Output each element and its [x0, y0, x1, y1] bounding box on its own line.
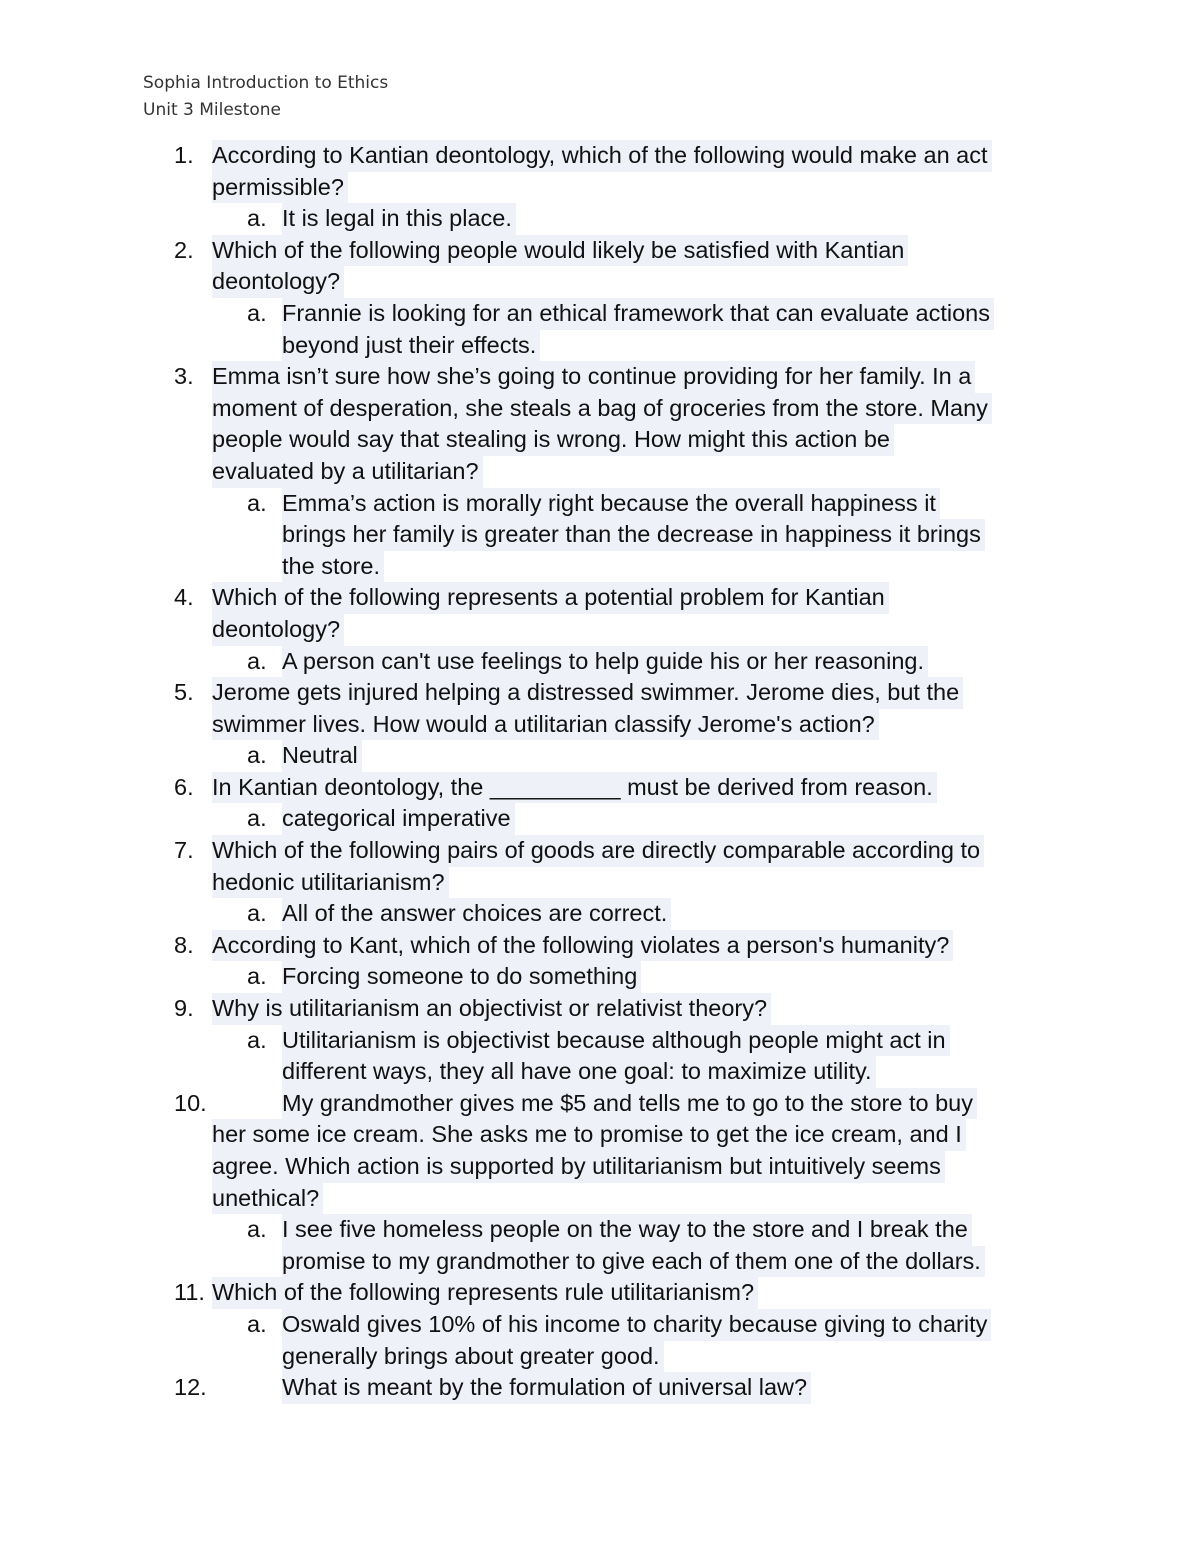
answer-row [0, 1056, 1200, 1088]
answer-letter: a. [247, 805, 267, 832]
question-list [0, 140, 1200, 1404]
question-number: 8. [174, 931, 194, 958]
question-text: Jerome gets injured helping a distressed swimmer. Jerome dies, but the [212, 677, 963, 709]
answer-row [0, 898, 1200, 930]
question-row [0, 930, 1200, 962]
question-row [0, 266, 1200, 298]
answer-text: Emma’s action is morally right because the overall happiness it [282, 488, 940, 520]
answer-row [0, 330, 1200, 362]
question-row [0, 709, 1200, 741]
question-row [0, 1183, 1200, 1215]
question-text: swimmer lives. How would a utilitarian classify Jerome's action? [212, 709, 879, 741]
answer-letter: a. [247, 1310, 267, 1337]
question-text: Why is utilitarianism an objectivist or relativist theory? [212, 993, 771, 1025]
answer-text: Neutral [282, 740, 362, 772]
course-title: Sophia Introduction to Ethics [143, 73, 389, 93]
answer-letter: a. [247, 205, 267, 232]
answer-text: promise to my grandmother to give each of them one of the dollars. [282, 1246, 985, 1278]
question-text: According to Kant, which of the following violates a person's humanity? [212, 930, 953, 962]
answer-text: categorical imperative [282, 803, 515, 835]
answer-row [0, 203, 1200, 235]
answer-row [0, 1341, 1200, 1373]
answer-row [0, 1025, 1200, 1057]
question-row [0, 1088, 1200, 1120]
question-row [0, 835, 1200, 867]
question-row [0, 582, 1200, 614]
question-row [0, 772, 1200, 804]
question-row [0, 1119, 1200, 1151]
question-text: deontology? [212, 614, 344, 646]
answer-row [0, 646, 1200, 678]
answer-letter: a. [247, 963, 267, 990]
question-text: moment of desperation, she steals a bag of groceries from the store. Many [212, 393, 992, 425]
question-row [0, 140, 1200, 172]
answer-row [0, 1246, 1200, 1278]
answer-text: A person can't use feelings to help guide his or her reasoning. [282, 646, 928, 678]
question-text: Which of the following pairs of goods are directly comparable according to [212, 835, 984, 867]
answer-text: generally brings about greater good. [282, 1341, 664, 1373]
question-text: her some ice cream. She asks me to promise to get the ice cream, and I [212, 1119, 966, 1151]
question-text: people would say that stealing is wrong. How might this action be [212, 424, 894, 456]
question-text: evaluated by a utilitarian? [212, 456, 483, 488]
question-number: 2. [174, 236, 194, 263]
question-row [0, 614, 1200, 646]
answer-text: Frannie is looking for an ethical framework that can evaluate actions [282, 298, 994, 330]
question-text: According to Kantian deontology, which of the following would make an act [212, 140, 992, 172]
answer-row [0, 961, 1200, 993]
question-row [0, 172, 1200, 204]
question-text: Which of the following represents rule utilitarianism? [212, 1277, 758, 1309]
question-number: 9. [174, 995, 194, 1022]
question-row [0, 424, 1200, 456]
question-text: My grandmother gives me $5 and tells me to go to the store to buy [282, 1088, 977, 1120]
question-text: agree. Which action is supported by utilitarianism but intuitively seems [212, 1151, 945, 1183]
answer-text: different ways, they all have one goal: to maximize utility. [282, 1056, 876, 1088]
question-number: 3. [174, 363, 194, 390]
question-number: 12. [174, 1374, 207, 1401]
answer-text: brings her family is greater than the decrease in happiness it brings [282, 519, 985, 551]
answer-row [0, 298, 1200, 330]
question-row [0, 1151, 1200, 1183]
question-text: deontology? [212, 266, 344, 298]
question-number: 7. [174, 837, 194, 864]
question-row [0, 677, 1200, 709]
answer-row [0, 803, 1200, 835]
answer-letter: a. [247, 1216, 267, 1243]
answer-row [0, 1214, 1200, 1246]
question-text: Emma isn’t sure how she’s going to continue providing for her family. In a [212, 361, 975, 393]
answer-text: Utilitarianism is objectivist because although people might act in [282, 1025, 950, 1057]
question-text: Which of the following represents a potential problem for Kantian [212, 582, 889, 614]
answer-letter: a. [247, 647, 267, 674]
answer-letter: a. [247, 900, 267, 927]
answer-letter: a. [247, 742, 267, 769]
question-text: Which of the following people would likely be satisfied with Kantian [212, 235, 908, 267]
question-text: In Kantian deontology, the __________ must be derived from reason. [212, 772, 937, 804]
answer-letter: a. [247, 1026, 267, 1053]
question-number: 10. [174, 1089, 207, 1116]
answer-text: the store. [282, 551, 384, 583]
question-row [0, 361, 1200, 393]
question-row [0, 1372, 1200, 1404]
question-number: 11. [174, 1279, 205, 1306]
question-row [0, 867, 1200, 899]
answer-text: Oswald gives 10% of his income to charity because giving to charity [282, 1309, 991, 1341]
answer-text: beyond just their effects. [282, 330, 540, 362]
question-number: 4. [174, 584, 194, 611]
question-text: hedonic utilitarianism? [212, 867, 449, 899]
answer-text: Forcing someone to do something [282, 961, 641, 993]
question-row [0, 235, 1200, 267]
unit-title: Unit 3 Milestone [143, 100, 281, 120]
answer-row [0, 1309, 1200, 1341]
answer-text: It is legal in this place. [282, 203, 516, 235]
question-text: permissible? [212, 172, 348, 204]
answer-row [0, 740, 1200, 772]
question-row [0, 393, 1200, 425]
question-number: 6. [174, 773, 194, 800]
question-text: unethical? [212, 1183, 323, 1215]
question-row [0, 993, 1200, 1025]
question-number: 5. [174, 679, 194, 706]
answer-row [0, 551, 1200, 583]
question-row [0, 1277, 1200, 1309]
answer-text: I see five homeless people on the way to the store and I break the [282, 1214, 972, 1246]
question-row [0, 456, 1200, 488]
answer-row [0, 488, 1200, 520]
answer-letter: a. [247, 489, 267, 516]
answer-text: All of the answer choices are correct. [282, 898, 671, 930]
answer-letter: a. [247, 299, 267, 326]
answer-row [0, 519, 1200, 551]
question-number: 1. [174, 142, 194, 168]
question-text: What is meant by the formulation of universal law? [282, 1372, 811, 1404]
